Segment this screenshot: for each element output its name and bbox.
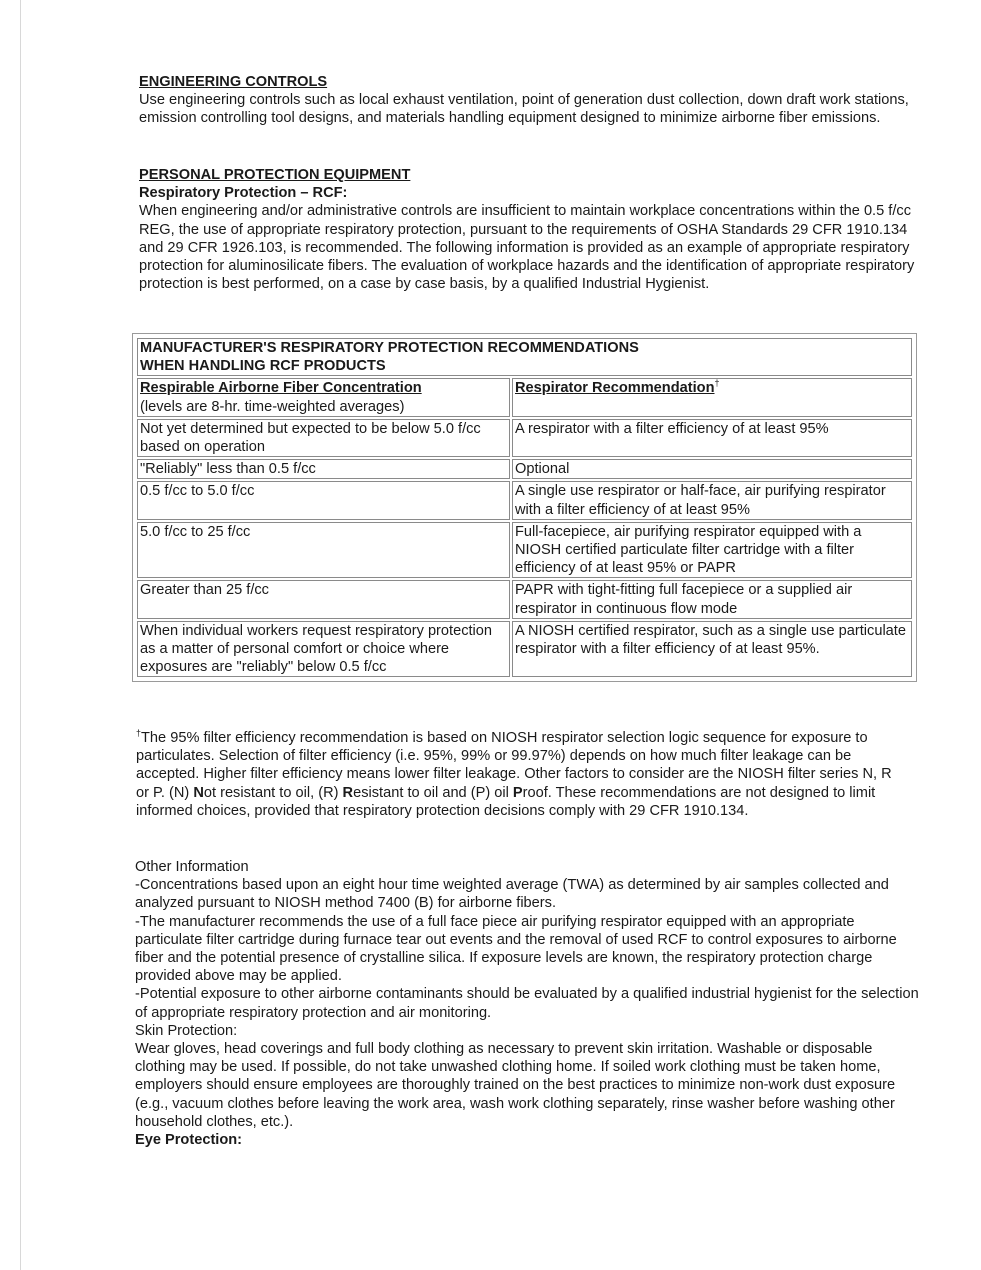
recommendation-cell: A single use respirator or half-face, air purifying respirator with a filter efficiency of at least 95% xyxy=(512,481,912,519)
col1-header-cell xyxy=(137,378,510,416)
concentration-cell: 0.5 f/cc to 5.0 f/cc xyxy=(137,481,510,519)
col2-header: Respirator Recommendation xyxy=(515,380,715,397)
respiratory-recommendations-table xyxy=(132,333,917,682)
other-information-item: -Potential exposure to other airborne contaminants should be evaluated by a qualified industrial hygienist for the selection of appropriate respiratory protection and air monitoring. xyxy=(135,986,919,1021)
footnote-part1: The 95% filter efficiency recommendation is based on NIOSH respirator selection logic sequence for exposure to particulates. Selection of filter efficiency (i.e. 95%, 99% or 99.97%) depends on how much filter leakage can be accepted. Higher filter efficiency means lower filter leakage. Other factors to consider are the NIOSH filter series N, R or P. (N) xyxy=(136,730,892,801)
other-information-section xyxy=(135,858,925,1149)
filter-efficiency-footnote xyxy=(136,729,906,820)
engineering-controls-section xyxy=(139,73,929,128)
ppe-heading: PERSONAL PROTECTION EQUIPMENT xyxy=(139,167,411,183)
skin-protection-body: Wear gloves, head coverings and full body clothing as necessary to prevent skin irritation. Washable or disposable clothing may be used. If possible, do not take unwashed clothing home. If soiled work clothing must be taken home, employers should ensure employees are thoroughly trained on the best practices to minimize non-work dust exposure (e.g., vacuum clothes before leaving the work area, wash work clothing separately, rinse washer before washing other household clothes, etc.). xyxy=(135,1041,896,1130)
col1-header: Respirable Airborne Fiber Concentration xyxy=(140,380,422,397)
footnote-n-bold: N xyxy=(193,784,204,801)
recommendation-cell: A NIOSH certified respirator, such as a single use particulate respirator with a filter efficiency of at least 95%. xyxy=(512,621,912,678)
footnote-part2: ot resistant to oil, (R) xyxy=(203,784,343,801)
table-row xyxy=(137,621,912,678)
table-row xyxy=(137,459,912,479)
page-margin-line xyxy=(20,0,21,1270)
dagger-mark: † xyxy=(714,378,720,389)
recommendation-cell: Full-facepiece, air purifying respirator equipped with a NIOSH certified particulate filter cartridge with a filter efficiency of at least 95% or PAPR xyxy=(512,522,912,579)
table-row xyxy=(137,522,912,579)
concentration-cell: Greater than 25 f/cc xyxy=(137,580,510,618)
skin-protection-heading: Skin Protection: xyxy=(135,1022,238,1039)
table-row xyxy=(137,419,912,457)
engineering-controls-heading: ENGINEERING CONTROLS xyxy=(139,74,328,90)
eye-protection-heading: Eye Protection: xyxy=(135,1132,243,1149)
table-title-row xyxy=(137,338,912,376)
table-row xyxy=(137,481,912,519)
respiratory-protection-body: When engineering and/or administrative controls are insufficient to maintain workplace concentrations within the 0.5 f/cc REG, the use of appropriate respiratory protection, pursuant to the requirements of OSHA Standards 29 CFR 1910.134 and 29 CFR 1926.103, is recommended. The following information is provided as an example of appropriate respiratory protection for aluminosilicate fibers. The evaluation of workplace hazards and the identification of appropriate respiratory protection is best performed, on a case by case basis, by a qualified Industrial Hygienist. xyxy=(139,203,915,293)
engineering-controls-body: Use engineering controls such as local exhaust ventilation, point of generation dust collection, down draft work stations, emission controlling tool designs, and materials handling equipment designed to minimize airborne fiber emissions. xyxy=(139,92,909,127)
concentration-cell: "Reliably" less than 0.5 f/cc xyxy=(137,459,510,479)
footnote-r-bold: R xyxy=(342,784,354,801)
other-information-item: -Concentrations based upon an eight hour time weighted average (TWA) as determined by air samples collected and analyzed pursuant to NIOSH method 7400 (B) for airborne fibers. xyxy=(135,877,889,912)
recommendation-cell: A respirator with a filter efficiency of at least 95% xyxy=(512,419,912,457)
footnote-part3: esistant to oil and (P) oil xyxy=(353,784,513,801)
recommendation-cell: PAPR with tight-fitting full facepiece or a supplied air respirator in continuous flow mode xyxy=(512,580,912,618)
concentration-cell: Not yet determined but expected to be below 5.0 f/cc based on operation xyxy=(137,419,510,457)
footnote-p-bold: P xyxy=(512,784,523,801)
respiratory-protection-subheading: Respiratory Protection – RCF: xyxy=(139,185,348,202)
table-row xyxy=(137,580,912,618)
ppe-section xyxy=(139,166,929,293)
footnote-dagger-mark: † xyxy=(136,728,142,739)
col1-subheader: (levels are 8-hr. time-weighted averages) xyxy=(140,398,405,415)
other-information-heading: Other Information xyxy=(135,859,249,875)
table-title-cell xyxy=(137,338,912,376)
recommendation-cell: Optional xyxy=(512,459,912,479)
footnote-part4: roof. These recommendations are not designed to limit informed choices, provided that respiratory protection decisions comply with 29 CFR 1910.134. xyxy=(136,784,876,819)
footnote-text xyxy=(136,729,906,820)
table-title-line2: WHEN HANDLING RCF PRODUCTS xyxy=(140,358,386,375)
concentration-cell: 5.0 f/cc to 25 f/cc xyxy=(137,522,510,579)
table-title-line1: MANUFACTURER'S RESPIRATORY PROTECTION RECOMMENDATIONS xyxy=(140,340,639,356)
table-header-row xyxy=(137,378,912,416)
concentration-cell: When individual workers request respiratory protection as a matter of personal comfort or choice where exposures are "reliably" below 0.5 f/cc xyxy=(137,621,510,678)
col2-header-cell xyxy=(512,378,912,416)
other-information-item: -The manufacturer recommends the use of a full face piece air purifying respirator equipped with an appropriate particulate filter cartridge during furnace tear out events and the removal of used RCF to control exposures to airborne fiber and the potential presence of crystalline silica. If exposure levels are known, the respiratory protection charge provided above may be applied. xyxy=(135,913,897,985)
